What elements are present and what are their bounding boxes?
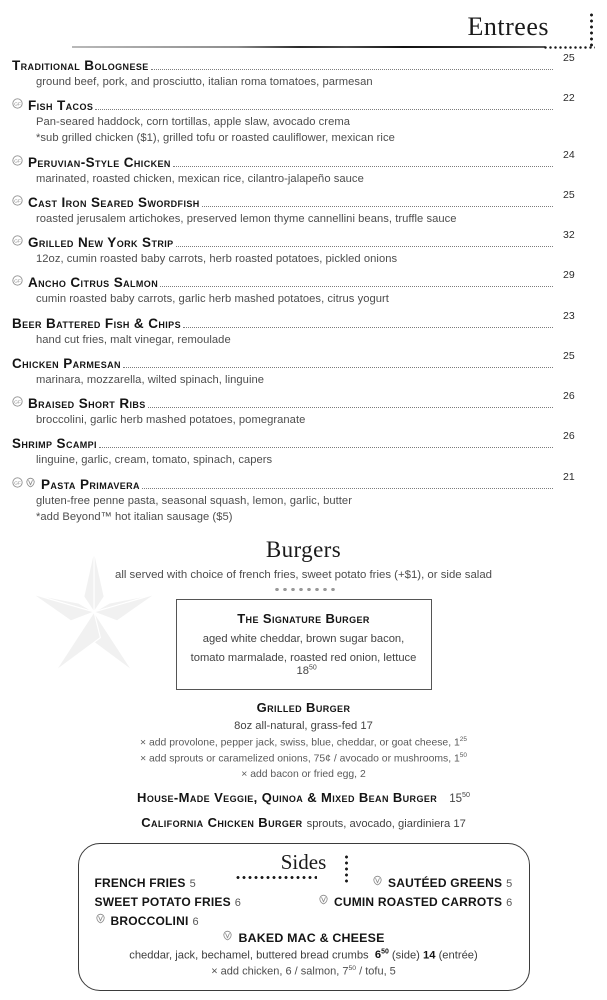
entree-name: Ancho Citrus Salmon xyxy=(28,275,159,291)
entree-description: cumin roasted baby carrots, garlic herb mashed potatoes, citrus yogurt xyxy=(36,293,389,306)
side-item-name: SWEET POTATO FRIES xyxy=(94,894,231,909)
entree-description: roasted jerusalem artichokes, preserved lemon thyme cannellini beans, truffle sauce xyxy=(36,212,457,225)
side-item-name: BROCCOLINI xyxy=(110,913,189,928)
entree-name: Shrimp Scampi xyxy=(12,436,97,452)
leader-dots xyxy=(202,206,553,207)
entree-item xyxy=(0,470,607,525)
entree-price: 25 xyxy=(563,52,575,64)
burgers-section xyxy=(0,537,607,830)
signature-burger-card xyxy=(176,599,432,690)
mac-entree-label: (entrée) xyxy=(438,949,478,962)
veggie-burger-price: $15^{50}$ xyxy=(449,790,470,805)
side-item-price: 5 xyxy=(189,877,196,890)
header-rule-dots xyxy=(543,46,595,49)
entree-description: 12oz, cumin roasted baby carrots, herb roasted potatoes, pickled onions xyxy=(36,253,398,266)
burgers-subtitle: all served with choice of french fries, sweet potato fries (+$1), or side salad xyxy=(114,569,493,582)
dietary-badges xyxy=(12,195,25,206)
entree-item xyxy=(0,229,607,267)
grilled-burger-desc: 8oz all-natural, grass-fed 17 xyxy=(234,719,373,732)
sides-title-dots-horizontal xyxy=(235,876,317,879)
entree-title-row xyxy=(0,269,607,291)
side-item-name: FRENCH FRIES xyxy=(94,875,186,890)
california-burger-desc: sprouts, avocado, giardiniera 17 xyxy=(306,817,466,830)
svg-text:GF: GF xyxy=(14,239,21,245)
entree-description-extra: *add Beyond™ hot italian sausage ($5) xyxy=(36,510,233,523)
sides-columns xyxy=(95,876,513,933)
california-burger-item xyxy=(0,815,607,830)
leader-dots xyxy=(148,407,553,408)
entree-price: 22 xyxy=(563,92,575,105)
sides-header xyxy=(95,849,513,880)
entree-name: Fish Tacos xyxy=(28,98,94,114)
entree-item xyxy=(0,188,607,227)
entree-name: Cast Iron Seared Swordfish xyxy=(28,194,200,210)
grilled-burger-add-toppings: × add sprouts or caramelized onions, 75¢ / avocado or mushrooms, $1^{50}$ xyxy=(140,752,467,765)
vegetarian-icon xyxy=(95,913,106,924)
leader-dots xyxy=(173,166,553,167)
entree-name: Peruvian-Style Chicken xyxy=(28,154,171,170)
gluten-free-icon xyxy=(12,396,23,407)
side-item-name: CUMIN ROASTED CARROTS xyxy=(333,894,503,909)
entree-item xyxy=(0,269,607,307)
vegetarian-icon xyxy=(372,875,383,886)
mac-and-cheese-addons: × add chicken, 6 / salmon, $7^{50}$ / tofu, 5 xyxy=(211,965,396,979)
entree-name: Chicken Parmesan xyxy=(12,355,121,371)
svg-text:GF: GF xyxy=(14,102,21,108)
entree-price: 23 xyxy=(563,309,575,322)
signature-burger-name: The Signature Burger xyxy=(237,611,370,627)
svg-text:GF: GF xyxy=(14,279,21,285)
side-item xyxy=(95,914,242,928)
svg-text:GF: GF xyxy=(14,159,21,165)
entree-description: Pan-seared haddock, corn tortillas, apple slaw, avocado crema xyxy=(36,116,350,129)
entree-description: linguine, garlic, cream, tomato, spinach, capers xyxy=(36,454,273,467)
side-item-name: SAUTÉED GREENS xyxy=(388,875,503,890)
sides-card xyxy=(78,843,530,991)
dietary-badges xyxy=(95,913,108,924)
entree-description: marinated, roasted chicken, mexican rice, cilantro-jalapeño sauce xyxy=(36,172,364,185)
vegetarian-icon xyxy=(318,894,329,905)
dietary-badges xyxy=(12,98,25,109)
leader-dots xyxy=(160,286,553,287)
entree-description: ground beef, pork, and prosciutto, italian roma tomatoes, parmesan xyxy=(36,76,373,88)
side-item-price: 6 xyxy=(506,896,513,909)
entree-price: 24 xyxy=(563,148,575,161)
entree-description: broccolini, garlic herb mashed potatoes, pomegranate xyxy=(36,414,306,427)
entree-price: 25 xyxy=(563,349,575,362)
leader-dots xyxy=(142,488,553,489)
entree-name: Grilled New York Strip xyxy=(28,235,174,251)
entree-item xyxy=(0,148,607,187)
vegetarian-icon xyxy=(222,930,233,941)
entree-title-row xyxy=(0,470,607,493)
entree-description-extra: *sub grilled chicken ($1), grilled tofu or roasted cauliflower, mexican rice xyxy=(36,132,395,145)
sides-title: Sides xyxy=(277,850,331,875)
vegetarian-icon xyxy=(25,477,36,488)
side-item xyxy=(318,895,513,909)
grilled-burger-item xyxy=(0,700,607,780)
gluten-free-icon xyxy=(12,155,23,166)
veggie-burger-name: House-Made Veggie, Quinoa & Mixed Bean Burger $15^{50}$ xyxy=(137,789,470,805)
entree-title-row xyxy=(0,148,607,171)
header-rule xyxy=(72,46,545,48)
signature-burger-line2 xyxy=(185,652,423,677)
entree-description: gluten-free penne pasta, seasonal squash, lemon, garlic, butter xyxy=(36,494,352,507)
svg-text:GF: GF xyxy=(14,199,21,205)
gluten-free-icon xyxy=(12,275,23,286)
header-vertical-dots xyxy=(590,12,593,48)
dietary-badges xyxy=(12,155,25,166)
entree-name: Beer Battered Fish & Chips xyxy=(12,315,181,331)
leader-dots xyxy=(99,447,553,448)
dietary-badges xyxy=(222,930,235,941)
entree-price: 26 xyxy=(563,390,575,403)
svg-text:GF: GF xyxy=(14,400,21,406)
entree-title-row xyxy=(0,52,607,74)
entree-title-row xyxy=(0,430,607,452)
sides-title-dots-vertical xyxy=(345,854,348,884)
entree-title-row xyxy=(0,92,607,114)
mac-and-cheese-desc: cheddar, jack, bechamel, buttered bread crumbs $6^{50}$ (side) 14 (entrée) xyxy=(129,948,478,962)
side-item-price: 5 xyxy=(506,877,513,890)
entree-name: Braised Short Ribs xyxy=(28,396,146,412)
dietary-badges xyxy=(318,894,331,905)
entree-item xyxy=(0,92,607,146)
entree-price: 25 xyxy=(563,188,575,201)
svg-text:GF: GF xyxy=(14,481,21,487)
dietary-badges xyxy=(12,275,25,286)
leader-dots xyxy=(183,327,553,328)
entree-title-row xyxy=(0,390,607,412)
veggie-burger-item xyxy=(0,790,607,805)
entree-item xyxy=(0,390,607,428)
grilled-burger-add-bacon-egg: × add bacon or fried egg, 2 xyxy=(241,768,366,780)
mac-and-cheese-name: BAKED MAC & CHEESE xyxy=(95,931,513,945)
side-item-price: 6 xyxy=(234,896,242,909)
page-title: Entrees xyxy=(467,12,549,41)
leader-dots xyxy=(151,69,553,70)
leader-dots xyxy=(176,246,553,247)
entree-price: 29 xyxy=(563,269,575,282)
grilled-burger-add-cheese: × add provolone, pepper jack, swiss, blue, cheddar, or goat cheese, $1^{25}$ xyxy=(140,735,467,749)
sides-left-column xyxy=(95,876,242,933)
entree-title-row xyxy=(0,188,607,211)
signature-burger-ingredients: tomato marmalade, roasted red onion, lettuce xyxy=(190,652,417,665)
mac-side-price: $6^{50}$ xyxy=(374,948,389,962)
entree-name: Traditional Bolognese xyxy=(12,58,149,73)
dietary-badges xyxy=(372,875,385,886)
entree-item xyxy=(0,309,607,348)
california-burger-name: California Chicken Burger sprouts, avocado, giardiniera 17 xyxy=(141,814,466,830)
leader-dots xyxy=(95,109,553,110)
gluten-free-icon xyxy=(12,195,23,206)
leader-dots xyxy=(123,367,553,368)
dietary-badges xyxy=(12,396,25,407)
grilled-burger-name: Grilled Burger xyxy=(256,699,351,715)
sides-right-column xyxy=(318,876,513,933)
signature-burger-price: $18^{50}$ xyxy=(296,664,317,677)
mac-and-cheese-block xyxy=(95,931,513,978)
entree-title-row xyxy=(0,229,607,251)
gluten-free-icon xyxy=(12,98,23,109)
side-item-price: 6 xyxy=(192,915,199,928)
entree-item xyxy=(0,349,607,388)
mac-side-label: (side) xyxy=(391,949,420,962)
entrees-list xyxy=(0,52,607,525)
burgers-title: Burgers xyxy=(265,537,342,563)
entree-title-row xyxy=(0,349,607,372)
signature-burger-line1: aged white cheddar, brown sugar bacon, xyxy=(202,633,405,646)
entree-price: 32 xyxy=(563,229,575,242)
gluten-free-icon xyxy=(12,477,23,488)
dietary-badges xyxy=(12,235,25,246)
entree-title-row xyxy=(0,309,607,332)
entree-item xyxy=(0,430,607,468)
entree-price: 26 xyxy=(563,430,575,443)
entree-item xyxy=(0,52,607,90)
side-item xyxy=(95,895,242,909)
entree-name: Pasta Primavera xyxy=(41,476,140,492)
gluten-free-icon xyxy=(12,235,23,246)
entree-price: 21 xyxy=(563,470,575,483)
mac-entree-price: 14 xyxy=(423,949,436,962)
entree-description: hand cut fries, malt vinegar, remoulade xyxy=(36,333,231,346)
entrees-header xyxy=(0,0,607,58)
mac-badges xyxy=(222,931,238,945)
burgers-divider-dots xyxy=(273,588,335,591)
entree-description: marinara, mozzarella, wilted spinach, linguine xyxy=(36,373,265,386)
dietary-badges xyxy=(12,477,38,488)
